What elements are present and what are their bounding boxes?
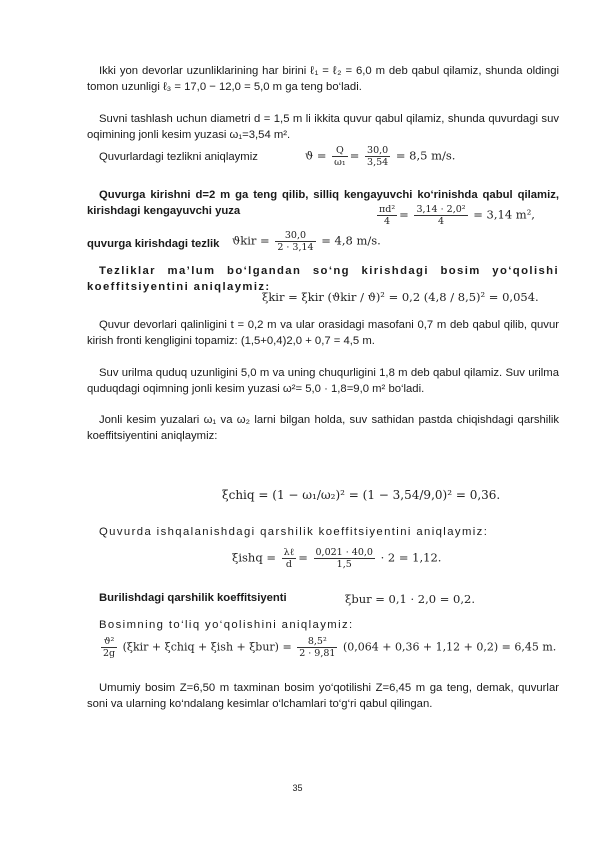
inlet-velocity-equation: ϑkir = $\frac{30,0}{2 \cdot 3,14}$ = 4,8 m/s. xyxy=(232,230,381,253)
paragraph-basin: Suv urilma quduq uzunligini 5,0 m va uning chuqurligini 1,8 m deb qabul qilamiz. Suv urilma quduqdagi oqimning jonli kesim yuzasi ω²= 5,0 · 1,8=9,0 m² bo‘ladi. xyxy=(87,367,559,395)
paragraph-conclusion: Umumiy bosim Z=6,50 m taxminan bosim yo‘qotilishi Z=6,45 m ga teng, demak, quvurlar soni va ularning ko‘ndalang kesimlar o‘lchamlari to‘g‘ri qabul qilingan. xyxy=(87,682,559,710)
paragraph-total-loss: Bosimning to‘liq yo‘qolishini aniqlaymiz: xyxy=(99,619,354,631)
paragraph-inlet: Quvurga kirishni d=2 m ga teng qilib, silliq kengayuvchi ko‘rinishda qabul qilamiz, kirishdagi kengayuvchi yuza xyxy=(87,189,559,217)
paragraph-inlet-velocity: quvurga kirishdagi tezlik xyxy=(87,238,220,250)
total-loss-equation: $\frac{\text{ϑ²}}{2g}$ (ξkir + ξchiq + ξish + ξbur) = $\frac{\text{8,5²}}{2 \cdot 9,81}$ (0,064 + 0,36 + 1,12 + 0,2) = 6,45 m. xyxy=(103,636,557,659)
paragraph-loss-coefficient: Tezliklar ma’lum bo‘lgandan so‘ng kirishdagi bosim yo‘qolishi koeffitsiyentini aniqlaymiz: xyxy=(87,265,559,293)
paragraph-friction: Quvurda ishqalanishdagi qarshilik koeffitsiyentini aniqlaymiz: xyxy=(99,526,489,538)
paragraph-side-walls: Ikki yon devorlar uzunliklarining har birini ℓ₁ = ℓ₂ = 6,0 m deb qabul qilamiz, shunda oldingi tomon uzunligi ℓ₃ = 17,0 − 12,0 = 5,0 m ga teng bo‘ladi. xyxy=(87,65,559,93)
xi-bur-equation: ξbur = 0,1 · 2,0 = 0,2. xyxy=(345,592,475,606)
paragraph-outlet: Jonli kesim yuzalari ω₁ va ω₂ larni bilgan holda, suv sathidan pastda chiqishdagi qarshilik koeffitsiyentini aniqlaymiz: xyxy=(87,414,559,442)
xi-ishq-equation: ξishq = $\frac{\text{λℓ}}{d}$ = $\frac{0,021 \cdot 40,0}{1,5}$ · 2 = 1,12. xyxy=(232,547,442,570)
page-number: 35 xyxy=(292,783,303,793)
velocity-equation: ϑ = $\frac{Q}{\text{ω₁}}$ = $\frac{30,0}{3,54}$ = 8,5 m/s. xyxy=(305,145,456,168)
paragraph-pipe-diameter: Suvni tashlash uchun diametri d = 1,5 m li ikkita quvur qabul qilamiz, shunda quvurdagi suv oqimining jonli kesim yuzasi ω₁=3,54 m². xyxy=(87,113,559,141)
paragraph-wall-thickness: Quvur devorlari qalinligini t = 0,2 m va ular orasidagi masofani 0,7 m deb qabul qilib, quvur kirish fronti kengligini topamiz: (1,5+0,4)2,0 + 0,7 = 4,5 m. xyxy=(87,319,559,347)
xi-chiq-equation: ξchiq = (1 − ω₁/ω₂)² = (1 − 3,54/9,0)² = 0,36. xyxy=(222,488,501,502)
xi-kir-equation: ξkir = ξkir (ϑkir / ϑ)² = 0,2 (4,8 / 8,5)² = 0,054. xyxy=(262,290,539,304)
paragraph-velocity: Quvurlardagi tezlikni aniqlaymiz xyxy=(99,151,258,163)
inlet-area-equation: $\frac{\text{πd²}}{4}$ = $\frac{\text{3,14 · 2,0²}}{4}$ = 3,14 m², xyxy=(379,204,535,227)
paragraph-bend: Burilishdagi qarshilik koeffitsiyenti xyxy=(99,592,287,604)
